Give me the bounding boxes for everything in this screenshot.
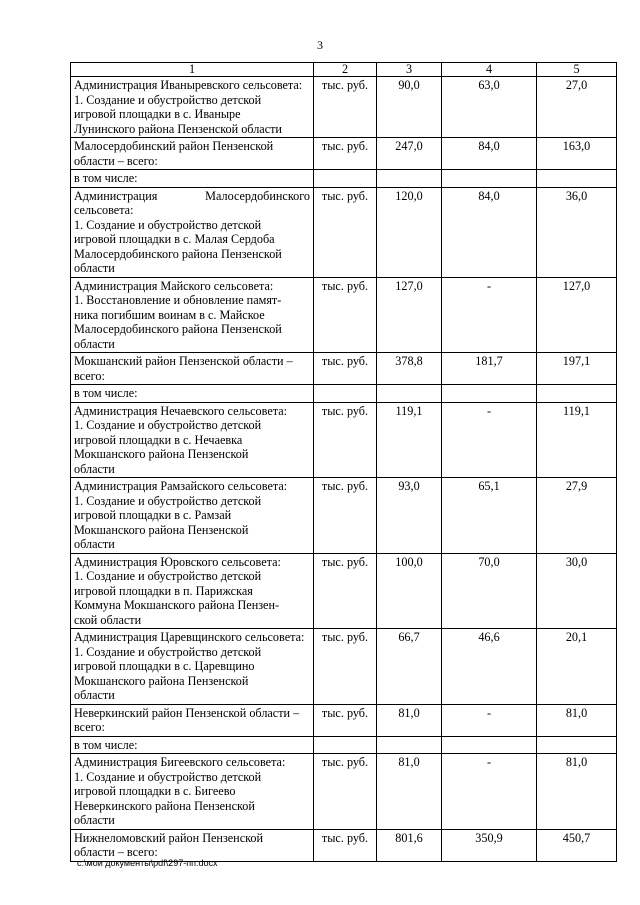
row-name-line: Малосердобинского района Пензенской: [74, 322, 282, 336]
row-value-col-4: -: [442, 402, 537, 478]
row-unit-cell: тыс. руб.: [314, 629, 377, 705]
row-name-line: ника погибшим воинам в с. Майское: [74, 307, 265, 322]
row-name-cell: [71, 553, 314, 629]
header-col-5: 5: [537, 63, 617, 77]
table-row: [71, 138, 617, 170]
row-value-col-3: 247,0: [377, 138, 442, 170]
row-value-col-4: 350,9: [442, 829, 537, 861]
table-row: [71, 553, 617, 629]
row-value-col-5: 20,1: [537, 629, 617, 705]
row-value-col-4: 84,0: [442, 187, 537, 277]
row-name-cell: [71, 736, 314, 754]
row-name-line: Администрация Нечаевского сельсовета:: [74, 403, 288, 418]
row-value-col-5: 30,0: [537, 553, 617, 629]
row-value-col-3: [377, 385, 442, 403]
row-name-line: всего:: [74, 720, 105, 734]
row-name-line: в том числе:: [74, 737, 138, 752]
table-row: [71, 402, 617, 478]
row-unit-cell: [314, 736, 377, 754]
table-row: [71, 187, 617, 277]
row-value-col-3: 120,0: [377, 187, 442, 277]
row-name-cell: [71, 353, 314, 385]
row-name-line: Неверкинского района Пензенской: [74, 798, 255, 813]
row-name-cell: [71, 187, 314, 277]
row-name-line: Администрация Малосердобинского сельсовета:: [74, 188, 310, 217]
row-name-line: Коммуна Мокшанского района Пензен-: [74, 598, 280, 612]
row-unit-cell: тыс. руб.: [314, 77, 377, 138]
row-name-line: области: [74, 688, 115, 702]
header-col-2: 2: [314, 63, 377, 77]
row-name-line: игровой площадки в с. Царевщино: [74, 659, 255, 673]
row-value-col-4: -: [442, 704, 537, 736]
row-value-col-5: 119,1: [537, 402, 617, 478]
row-unit-cell: [314, 170, 377, 188]
row-value-col-4: [442, 170, 537, 188]
row-name-line: области: [74, 537, 115, 551]
row-name-line: области: [74, 813, 115, 827]
row-name-line: Мокшанского района Пензенской: [74, 673, 249, 688]
row-value-col-3: 100,0: [377, 553, 442, 629]
row-name-line: 1. Восстановление и обновление памят-: [74, 293, 282, 307]
table-header-row: [71, 63, 617, 77]
row-name-line: игровой площадки в с. Рамзай: [74, 508, 232, 522]
row-name-line: области: [74, 261, 115, 275]
row-name-cell: [71, 629, 314, 705]
row-unit-cell: тыс. руб.: [314, 187, 377, 277]
row-name-line: Нижнеломовский район Пензенской: [74, 830, 264, 845]
header-col-3: 3: [377, 63, 442, 77]
row-unit-cell: тыс. руб.: [314, 704, 377, 736]
row-name-line: в том числе:: [74, 171, 138, 185]
row-value-col-3: 119,1: [377, 402, 442, 478]
row-name-line: 1. Создание и обустройство детской: [74, 569, 262, 583]
row-value-col-4: [442, 385, 537, 403]
row-value-col-3: [377, 170, 442, 188]
row-name-line: 1. Создание и обустройство детской: [74, 644, 262, 659]
row-value-col-5: [537, 385, 617, 403]
row-name-line: 1. Создание и обустройство детской: [74, 769, 262, 784]
table-row: [71, 353, 617, 385]
row-value-col-5: 27,9: [537, 478, 617, 554]
row-name-line: 1. Создание и обустройство детской: [74, 217, 262, 232]
row-value-col-4: -: [442, 277, 537, 353]
row-value-col-3: 90,0: [377, 77, 442, 138]
row-name-cell: [71, 385, 314, 403]
row-value-col-4: 65,1: [442, 478, 537, 554]
table-body: [71, 63, 617, 862]
row-name-cell: [71, 402, 314, 478]
row-value-col-3: 66,7: [377, 629, 442, 705]
row-name-line: Администрация Иваныревского сельсовета:: [74, 78, 303, 92]
row-value-col-5: [537, 736, 617, 754]
row-name-cell: [71, 138, 314, 170]
row-name-line: Малосердобинского района Пензенской: [74, 246, 282, 261]
row-name-cell: [71, 77, 314, 138]
row-value-col-5: 27,0: [537, 77, 617, 138]
table-row-subheading: [71, 736, 617, 754]
row-name-line: области: [74, 461, 115, 476]
row-name-line: игровой площадки в с. Иваныре: [74, 107, 241, 121]
row-name-line: Администрация Майского сельсовета:: [74, 278, 274, 293]
row-value-col-4: [442, 736, 537, 754]
row-name-line: Неверкинский район Пензенской области –: [74, 705, 300, 720]
row-name-cell: [71, 170, 314, 188]
row-name-line: Мокшанского района Пензенской: [74, 522, 249, 537]
row-name-line: Администрация Бигеевского сельсовета:: [74, 755, 286, 769]
footer-file-path: c:\мои документы\pdf\297-пп.docx: [77, 858, 218, 868]
row-name-line: ской области: [74, 612, 142, 627]
row-value-col-4: -: [442, 754, 537, 830]
row-name-line: Малосердобинский район Пензенской: [74, 139, 274, 153]
row-unit-cell: тыс. руб.: [314, 353, 377, 385]
row-value-col-5: 81,0: [537, 704, 617, 736]
header-col-1: 1: [71, 63, 314, 77]
row-value-col-5: 127,0: [537, 277, 617, 353]
row-value-col-3: 378,8: [377, 353, 442, 385]
table-row-subheading: [71, 170, 617, 188]
row-name-line: Администрация Юровского сельсовета:: [74, 554, 281, 569]
row-name-cell: [71, 754, 314, 830]
row-name-line: Администрация Рамзайского сельсовета:: [74, 479, 288, 493]
row-value-col-4: 84,0: [442, 138, 537, 170]
row-value-col-5: [537, 170, 617, 188]
row-value-col-5: 36,0: [537, 187, 617, 277]
row-unit-cell: тыс. руб.: [314, 138, 377, 170]
row-name-line: игровой площадки в п. Парижская: [74, 583, 253, 598]
row-value-col-5: 197,1: [537, 353, 617, 385]
row-name-line: области – всего:: [74, 153, 158, 168]
row-name-cell: [71, 829, 314, 861]
row-name-line: Администрация Царевщинского сельсовета:: [74, 630, 305, 644]
row-value-col-3: [377, 736, 442, 754]
row-name-cell: [71, 277, 314, 353]
page-number: 3: [317, 38, 323, 52]
row-name-line: игровой площадки в с. Бигеево: [74, 784, 236, 798]
table-row: [71, 77, 617, 138]
table-row: [71, 629, 617, 705]
row-value-col-3: 801,6: [377, 829, 442, 861]
row-value-col-3: 81,0: [377, 704, 442, 736]
table-row: [71, 478, 617, 554]
row-name-line: 1. Создание и обустройство детской: [74, 92, 262, 107]
row-name-line: в том числе:: [74, 386, 138, 400]
row-value-col-4: 63,0: [442, 77, 537, 138]
row-unit-cell: [314, 385, 377, 403]
row-value-col-5: 81,0: [537, 754, 617, 830]
row-unit-cell: тыс. руб.: [314, 829, 377, 861]
table-row: [71, 829, 617, 861]
header-col-4: 4: [442, 63, 537, 77]
row-value-col-4: 46,6: [442, 629, 537, 705]
table-row-subheading: [71, 385, 617, 403]
row-unit-cell: тыс. руб.: [314, 478, 377, 554]
row-name-line: игровой площадки в с. Нечаевка: [74, 432, 243, 447]
row-name-line: 1. Создание и обустройство детской: [74, 418, 262, 432]
row-name-line: Лунинского района Пензенской области: [74, 121, 282, 136]
row-name-line: игровой площадки в с. Малая Сердоба: [74, 232, 275, 246]
row-name-line: 1. Создание и обустройство детской: [74, 493, 262, 508]
table-row: [71, 704, 617, 736]
row-name-line: всего:: [74, 368, 105, 383]
table-row: [71, 277, 617, 353]
row-value-col-3: 127,0: [377, 277, 442, 353]
row-name-cell: [71, 478, 314, 554]
row-unit-cell: тыс. руб.: [314, 553, 377, 629]
row-value-col-5: 450,7: [537, 829, 617, 861]
budget-table: [70, 62, 617, 862]
table-row: [71, 754, 617, 830]
row-name-cell: [71, 704, 314, 736]
row-value-col-3: 81,0: [377, 754, 442, 830]
row-unit-cell: тыс. руб.: [314, 277, 377, 353]
row-unit-cell: тыс. руб.: [314, 402, 377, 478]
row-value-col-4: 181,7: [442, 353, 537, 385]
row-name-line: Мокшанский район Пензенской области –: [74, 354, 293, 368]
row-value-col-3: 93,0: [377, 478, 442, 554]
row-name-line: Мокшанского района Пензенской: [74, 447, 249, 461]
row-value-col-5: 163,0: [537, 138, 617, 170]
row-unit-cell: тыс. руб.: [314, 754, 377, 830]
row-value-col-4: 70,0: [442, 553, 537, 629]
row-name-line: области: [74, 336, 115, 351]
row-name-line: области – всего:: [74, 845, 158, 859]
